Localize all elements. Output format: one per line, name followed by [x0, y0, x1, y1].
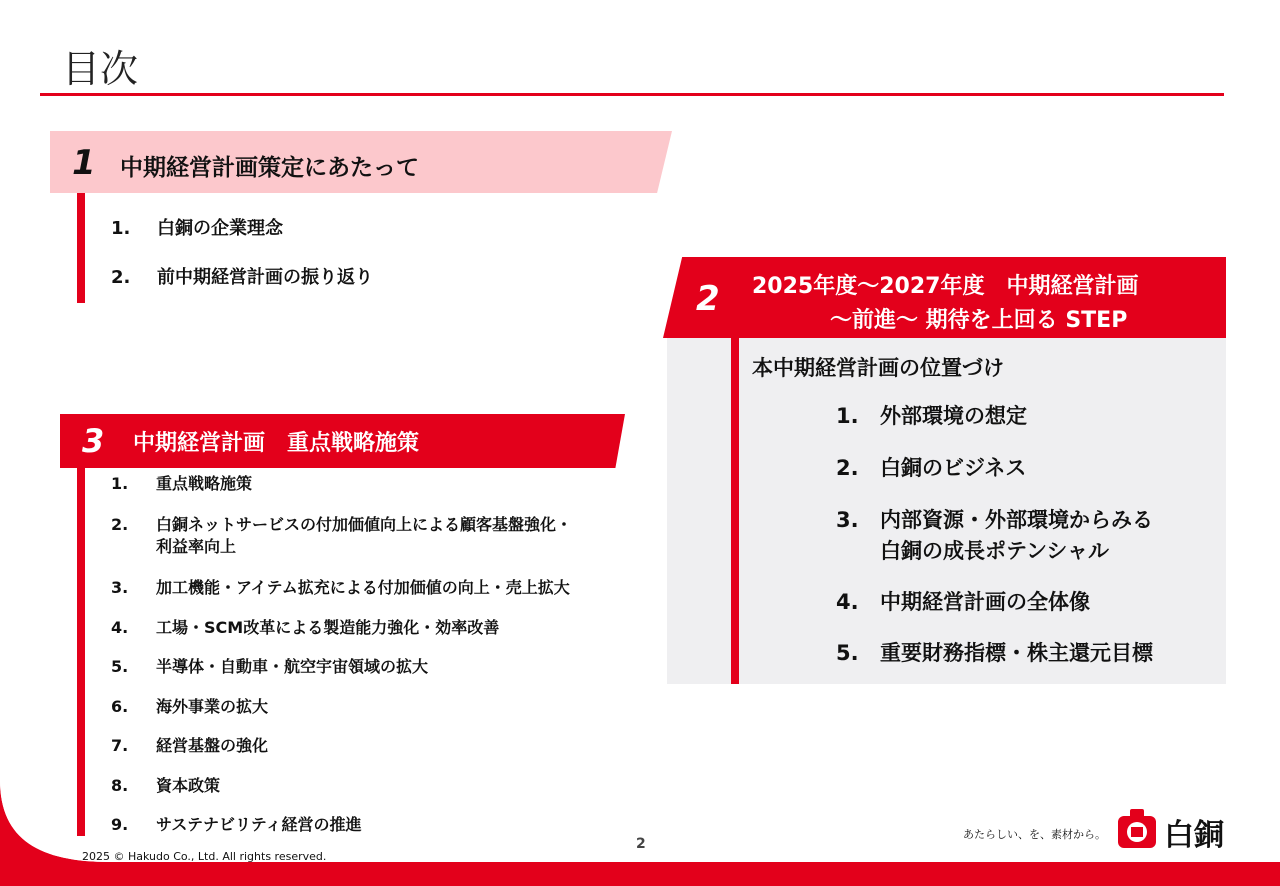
section3-item[interactable]: [111, 577, 570, 599]
item-number: 1.: [111, 218, 131, 239]
section3-number: 3: [82, 422, 105, 460]
item-number: 6.: [111, 697, 129, 716]
section2-item[interactable]: [836, 401, 1027, 432]
section3-item[interactable]: [111, 514, 572, 558]
item-number: 2.: [111, 267, 131, 288]
section2-item[interactable]: [836, 638, 1153, 669]
item-text: 半導体・自動車・航空宇宙領域の拡大: [156, 657, 429, 676]
item-number: 4.: [111, 618, 129, 637]
section2-item[interactable]: [836, 587, 1090, 618]
item-number: 4.: [836, 590, 859, 614]
copyright: 2025 © Hakudo Co., Ltd. All rights reserved.: [82, 850, 327, 863]
title-divider: [40, 93, 1224, 96]
section2-number: 2: [696, 279, 720, 319]
item-text: サステナビリティ経営の推進: [156, 815, 362, 834]
item-text: 白銅のビジネス: [880, 456, 1027, 480]
item-text: 経営基盤の強化: [156, 736, 269, 755]
section3-item[interactable]: [111, 696, 268, 718]
section1-item[interactable]: [111, 263, 373, 289]
section3-item[interactable]: [111, 473, 252, 495]
company-logo-text: 白銅: [1164, 818, 1224, 853]
item-text: 白銅の企業理念: [157, 218, 283, 239]
section3-item[interactable]: [111, 617, 499, 639]
section1-accent-bar: [77, 193, 85, 303]
item-number: 5.: [836, 641, 859, 665]
item-text-line2: 利益率向上: [156, 537, 237, 556]
item-number: 1.: [836, 404, 859, 428]
item-text-line2: 白銅の成長ポテンシャル: [880, 539, 1110, 563]
item-text: 加工機能・アイテム拡充による付加価値の向上・売上拡大: [156, 578, 570, 597]
section2-accent-bar: [731, 338, 739, 684]
item-text: 資本政策: [156, 776, 221, 795]
section2-title-line1: 2025年度～2027年度 中期経営計画: [752, 274, 1139, 299]
section2-item[interactable]: [836, 505, 1153, 567]
item-number: 2.: [111, 515, 129, 534]
section2-title-line2: ～前進～ 期待を上回る STEP: [830, 308, 1128, 333]
item-text: 前中期経営計画の振り返り: [157, 267, 373, 288]
section3-title: 中期経営計画 重点戦略施策: [133, 431, 420, 456]
section2-item[interactable]: [836, 453, 1026, 484]
item-text: 海外事業の拡大: [156, 697, 269, 716]
company-logo-icon: [1116, 808, 1158, 850]
item-number: 3.: [836, 508, 859, 532]
item-number: 7.: [111, 736, 129, 755]
section3-item[interactable]: [111, 656, 428, 678]
item-text: 重要財務指標・株主還元目標: [880, 641, 1153, 665]
section2-subtitle: 本中期経営計画の位置づけ: [752, 356, 1004, 380]
item-text: 重点戦略施策: [156, 474, 253, 493]
section1-item[interactable]: [111, 214, 283, 240]
section3-item[interactable]: [111, 735, 268, 757]
item-text: 中期経営計画の全体像: [880, 590, 1090, 614]
company-tagline: あたらしい、を、素材から。: [963, 828, 1106, 841]
section1-title: 中期経営計画策定にあたって: [120, 155, 419, 181]
page-number: 2: [636, 836, 646, 852]
item-text: 内部資源・外部環境からみる: [880, 508, 1153, 532]
item-text: 外部環境の想定: [880, 404, 1027, 428]
page-title: 目次: [62, 47, 139, 91]
item-text: 工場・SCM改革による製造能力強化・効率改善: [156, 618, 500, 637]
item-number: 3.: [111, 578, 129, 597]
item-number: 2.: [836, 456, 859, 480]
item-number: 1.: [111, 474, 129, 493]
item-number: 8.: [111, 776, 129, 795]
item-number: 5.: [111, 657, 129, 676]
item-text: 白銅ネットサービスの付加価値向上による顧客基盤強化・: [156, 515, 573, 534]
item-number: 9.: [111, 815, 129, 834]
section1-number: 1: [72, 143, 96, 183]
